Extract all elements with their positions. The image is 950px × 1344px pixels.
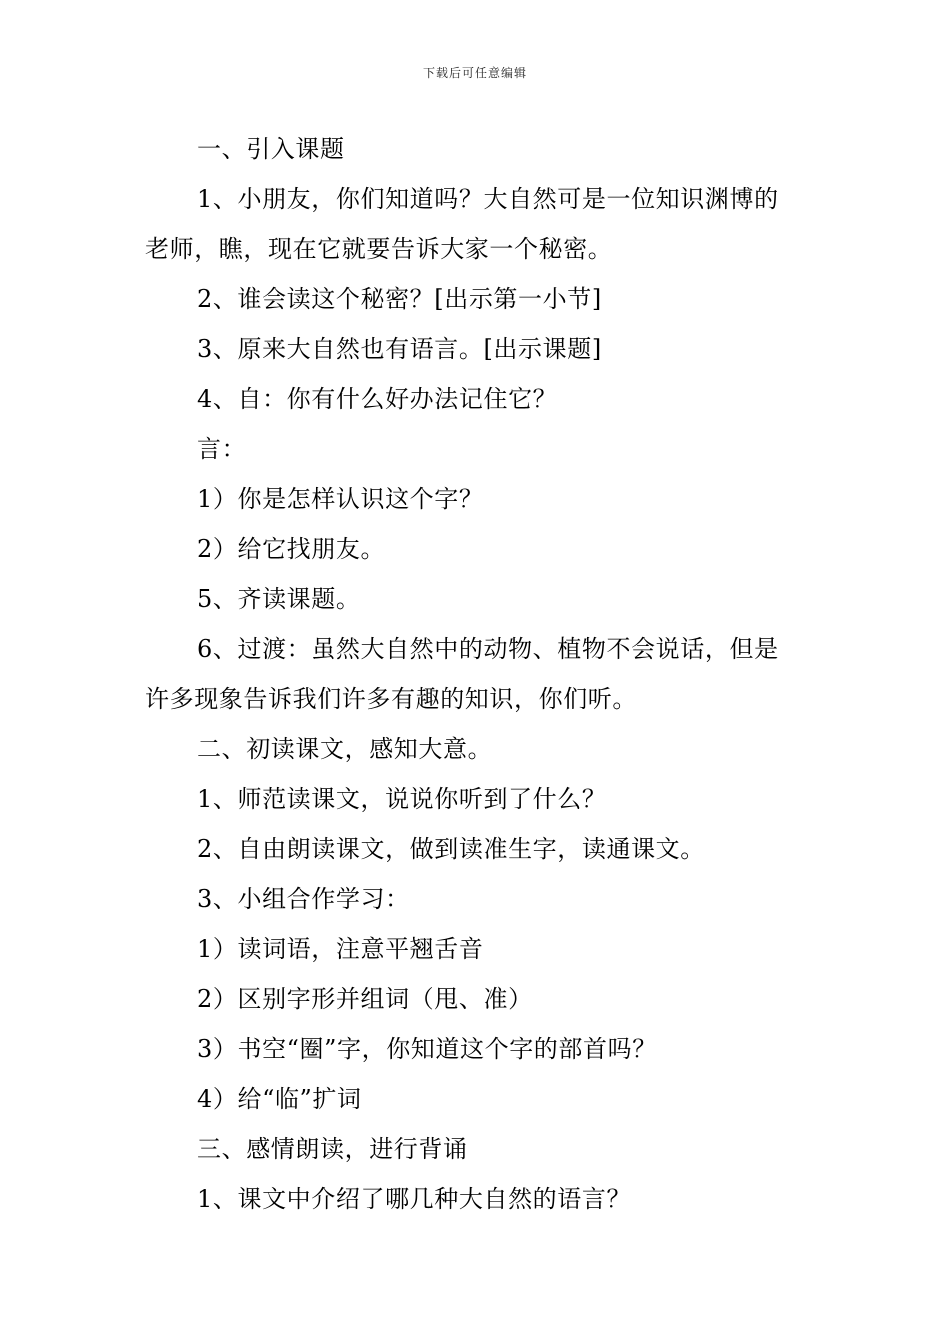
text-line: 1）读词语，注意平翘舌音 [197, 935, 484, 963]
text-line: 4、自：你有什么好办法记住它？ [197, 385, 558, 413]
text-line: 2）区别字形并组词（甩、准） [197, 985, 533, 1013]
text-line: 2、自由朗读课文，做到读准生字，读通课文。 [197, 835, 705, 863]
text-line: 1、师范读课文，说说你听到了什么？ [197, 785, 607, 813]
body-text [145, 124, 810, 1224]
text-line: 二、初读课文，感知大意。 [197, 735, 493, 763]
text-line: 3、原来大自然也有语言。[出示课题] [197, 335, 602, 363]
text-line: 3、小组合作学习： [197, 885, 410, 913]
text-line: 1、小朋友，你们知道吗？大自然可是一位知识渊博的 [197, 185, 779, 213]
text-line: 2、谁会读这个秘密？[出示第一小节] [197, 285, 602, 313]
text-line: 3）书空“圈”字，你知道这个字的部首吗？ [197, 1035, 657, 1063]
text-line: 4）给“临”扩词 [197, 1085, 362, 1113]
text-line: 三、感情朗读，进行背诵 [197, 1135, 468, 1163]
text-line: 1、课文中介绍了哪几种大自然的语言？ [197, 1185, 632, 1213]
text-line: 2）给它找朋友。 [197, 535, 386, 563]
text-line: 老师，瞧，现在它就要告诉大家一个秘密。 [145, 235, 613, 263]
text-line: 5、齐读课题。 [197, 585, 361, 613]
text-line: 6、过渡：虽然大自然中的动物、植物不会说话，但是 [197, 635, 779, 663]
text-line: 言： [197, 435, 247, 463]
text-line: 1）你是怎样认识这个字？ [197, 485, 484, 513]
header-note: 下载后可任意编辑 [422, 66, 527, 80]
text-line: 许多现象告诉我们许多有趣的知识，你们听。 [145, 685, 637, 713]
text-line: 一、引入课题 [197, 135, 345, 163]
